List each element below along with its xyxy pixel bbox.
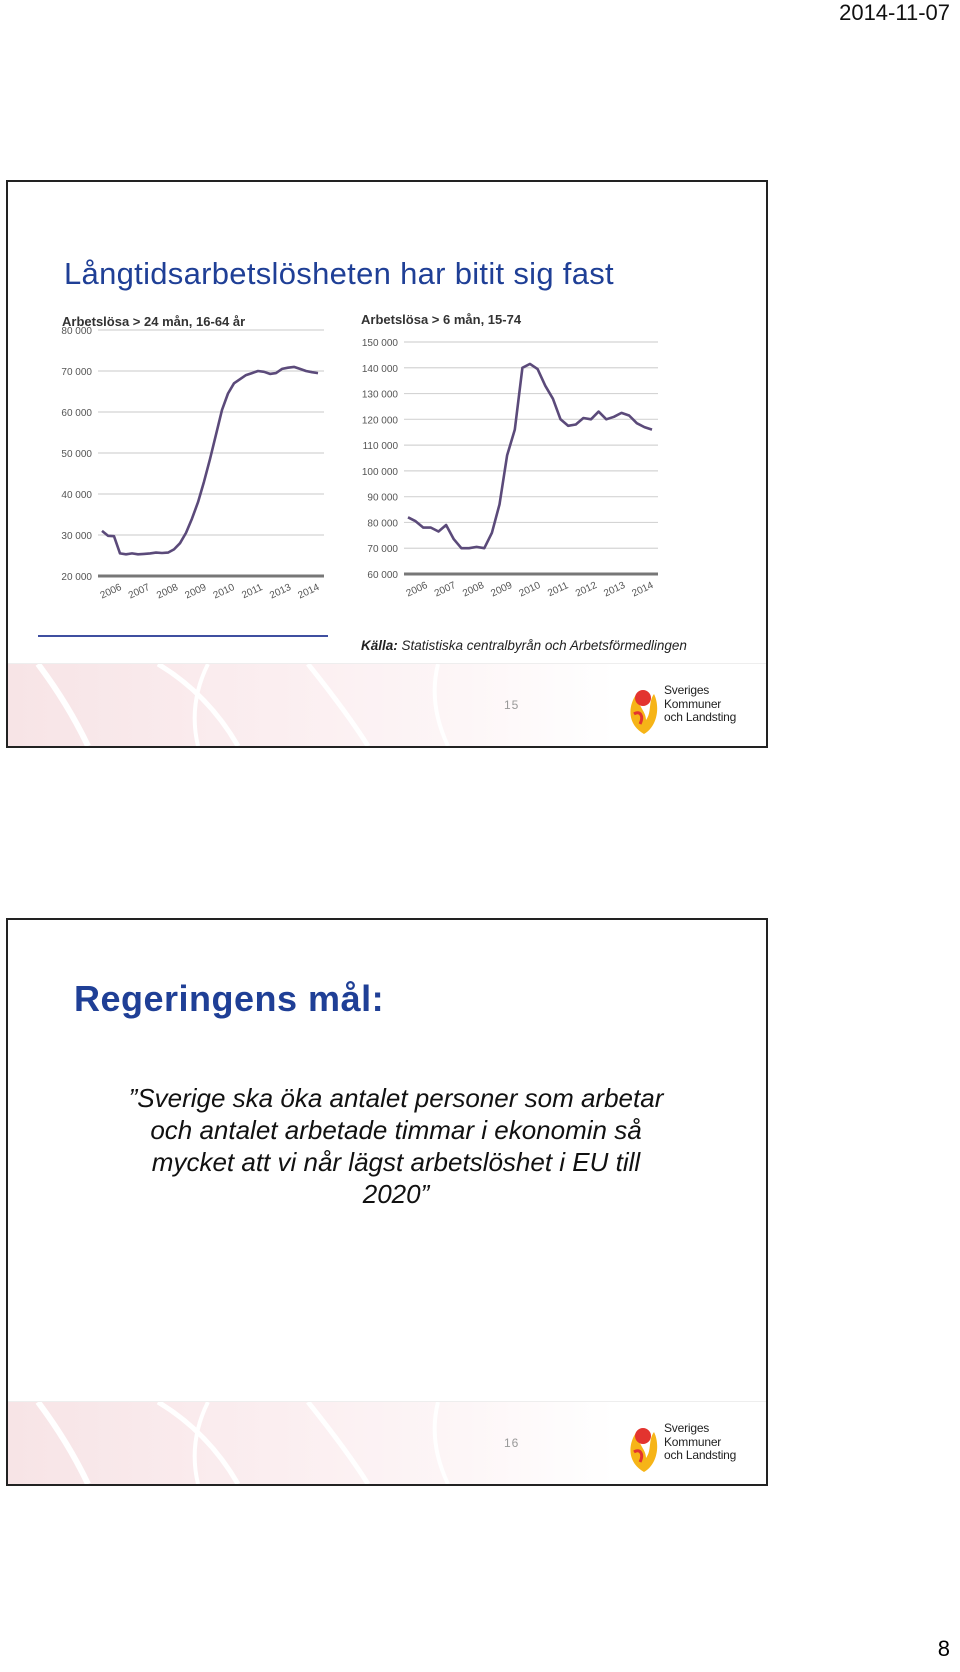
slide-number: 15 [504,698,520,712]
source-label: Källa: [361,638,398,653]
y-tick-label: 40 000 [61,490,92,501]
y-tick-label: 120 000 [361,415,398,427]
x-tick-label: 2014 [296,582,322,602]
government-goal-quote: ”Sverige ska öka antalet personer som arbetar och antalet arbetade timmar i ekonomin så mycket att vi når lägst arbetslöshet i EU till 2020” [128,1083,664,1209]
y-tick-label: 90 000 [367,492,398,504]
chart-title-left: Arbetslösa > 24 mån, 16-64 år [62,314,246,329]
x-tick-label: 2010 [517,580,543,600]
logo-line-1: Sveriges [664,1421,710,1435]
logo-line-2: Kommuner [664,1434,722,1449]
y-tick-label: 60 000 [61,408,92,419]
y-tick-label: 70 000 [61,367,92,378]
x-tick-label: 2008 [155,582,180,602]
y-tick-label: 20 000 [61,572,92,583]
x-tick-label: 2010 [211,582,237,602]
skl-logo [624,680,754,736]
x-tick-label: 2013 [268,582,293,602]
y-tick-label: 80 000 [367,518,398,530]
slide-15 [6,180,768,748]
y-tick-label: 110 000 [362,441,398,453]
x-tick-label: 2008 [461,580,486,600]
y-tick-label: 140 000 [361,363,398,375]
x-tick-label: 2006 [404,580,430,600]
x-tick-label: 2006 [98,582,124,602]
x-tick-label: 2013 [602,580,628,600]
y-tick-label: 150 000 [361,338,398,349]
source-text: Statistiska centralbyrån och Arbetsförmedlingen [401,638,687,653]
x-tick-label: 2007 [432,580,458,600]
logo-flame-icon [624,680,664,736]
slide-16 [6,918,768,1486]
x-tick-label: 2011 [546,580,571,600]
x-tick-label: 2014 [630,580,656,600]
logo-flame-icon [624,1418,664,1474]
page-date: 2014-11-07 [839,0,950,25]
chart-title-right: Arbetslösa > 6 mån, 15-74 [361,312,522,327]
y-tick-label: 30 000 [61,531,92,542]
x-tick-label: 2009 [489,580,515,600]
y-tick-label: 100 000 [361,466,398,478]
slide-number: 16 [504,1436,520,1450]
series-line [408,364,652,548]
y-tick-label: 80 000 [61,326,92,337]
slide-title: Regeringens mål: [74,978,385,1019]
y-tick-label: 70 000 [367,544,398,556]
logo-line-2: Kommuner [664,696,722,711]
y-tick-label: 60 000 [367,570,398,581]
page-number: 8 [937,1636,950,1661]
y-tick-label: 50 000 [61,449,92,460]
logo-line-1: Sveriges [664,683,710,697]
x-tick-label: 2009 [183,582,209,602]
skl-logo [624,1418,754,1474]
x-tick-label: 2011 [240,582,265,602]
slide-footer [8,663,766,746]
series-line [102,367,318,554]
y-tick-label: 130 000 [361,389,398,401]
logo-line-3: och Landsting [664,1448,737,1462]
source-line [361,638,687,653]
slide-title: Långtidsarbetslösheten har bitit sig fast [64,256,614,291]
charts [8,182,766,664]
logo-line-3: och Landsting [664,710,737,724]
slide-footer [8,1401,766,1484]
x-tick-label: 2012 [573,580,599,600]
x-tick-label: 2007 [126,582,152,602]
